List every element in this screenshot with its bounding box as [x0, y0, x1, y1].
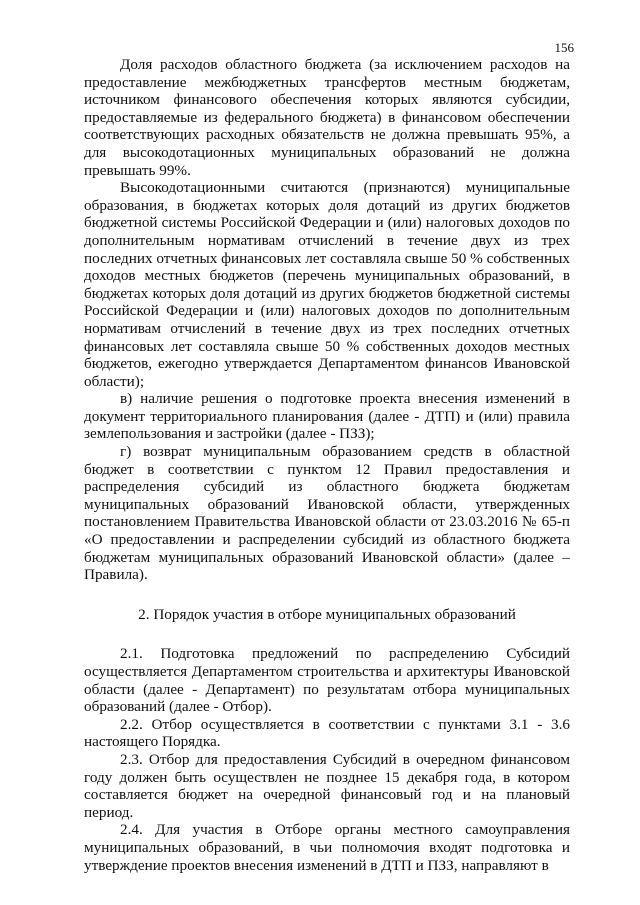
paragraph-2-4: 2.4. Для участия в Отборе органы местного самоуправления муниципальных образований, в чьи полномочия входят подготовка и утверждение проектов внесения изменений в ДТП и ПЗЗ, направляют в — [84, 821, 570, 874]
paragraph-high-subsidy-definition: Высокодотационными считаются (признаются) муниципальные образования, в бюджетах которых доля дотаций из других бюджетов бюджетной системы Российской Федерации и (или) налоговых доходов по дополнительным нормативам отчислений в течение двух из трех последних отчетных финансовых лет составляла свыше 50 % собственных доходов местных бюджетов (перечень муниципальных образований, в бюджетах которых доля дотаций из других бюджетов бюджетной системы Российской Федерации и (или) налоговых доходов по дополнительным нормативам отчислений в течение двух из трех последних отчетных финансовых лет составляла свыше 50 % собственных доходов местных бюджетов, ежегодно утверждается Департаментом финансов Ивановской области); — [84, 179, 570, 390]
document-body — [84, 56, 570, 874]
section-heading: 2. Порядок участия в отборе муниципальных образований — [138, 605, 516, 623]
paragraph-item-g: г) возврат муниципальным образованием средств в областной бюджет в соответствии с пунктом 12 Правил предоставления и распределения субсидий из областного бюджета бюджетам муниципальных образований Ивановской области, утвержденных постановлением Правительства Ивановской области от 23.03.2016 № 65-п «О предоставлении и распределении субсидий из областного бюджета бюджетам муниципальных образований Ивановской области» (далее – Правила). — [84, 443, 570, 584]
paragraph-2-3: 2.3. Отбор для предоставления Субсидий в очередном финансовом году должен быть осуществлен не позднее 15 декабря года, в котором составляется бюджет на очередной финансовый год и на плановый период. — [84, 750, 570, 821]
paragraph-budget-share: Доля расходов областного бюджета (за исключением расходов на предоставление межбюджетных трансфертов местным бюджетам, источником финансового обеспечения которых являются субсидии, предоставляемые из федерального бюджета) в финансовом обеспечении соответствующих расходных обязательств не должна превышать 95%, а для высокодотационных муниципальных образований не должна превышать 99%. — [84, 56, 570, 179]
paragraph-2-1: 2.1. Подготовка предложений по распределению Субсидий осуществляется Департаментом строительства и архитектуры Ивановской области (далее - Департамент) по результатам отбора муниципальных образований (далее - Отбор). — [84, 645, 570, 716]
page-number: 156 — [554, 40, 574, 55]
paragraph-2-2: 2.2. Отбор осуществляется в соответствии с пунктами 3.1 - 3.6 настоящего Порядка. — [84, 715, 570, 751]
paragraph-item-v: в) наличие решения о подготовке проекта внесения изменений в документ территориального планирования (далее - ДТП) и (или) правила землепользования и застройки (далее - ПЗЗ); — [84, 390, 570, 443]
